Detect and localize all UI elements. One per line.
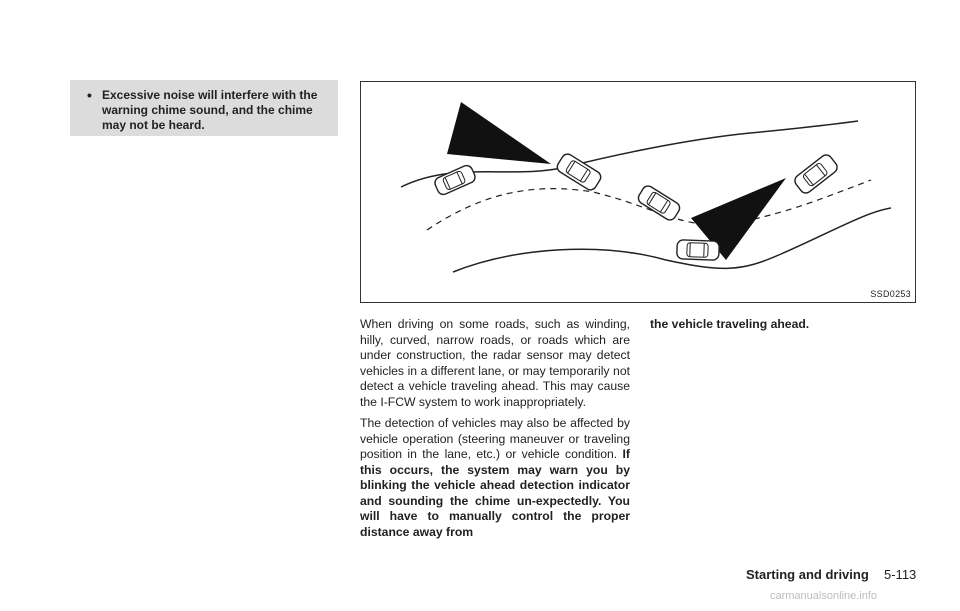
bullet: • <box>87 87 92 103</box>
road-illustration <box>360 81 916 303</box>
paragraph-2-normal: The detection of vehicles may also be affected by vehicle operation (steering maneuver or traveling position in the lane, etc.) or vehicle condition. <box>360 416 630 461</box>
car-middle-follow <box>636 184 682 222</box>
paragraph-2 <box>360 416 630 540</box>
car-front-left <box>433 164 477 197</box>
footer-section-title: Starting and driving <box>746 567 869 582</box>
radar-cone-left <box>447 102 551 164</box>
watermark: carmanualsonline.info <box>770 590 878 602</box>
paragraph-continued: the vehicle traveling ahead. <box>650 317 810 331</box>
car-own-vehicle <box>677 240 720 260</box>
body-column-middle <box>360 317 630 540</box>
page-number: 5-113 <box>884 567 917 582</box>
curved-road-diagram <box>361 82 915 302</box>
car-middle-lead <box>555 152 603 192</box>
warning-box <box>70 80 338 136</box>
paragraph-2-bold: If this occurs, the system may warn you by blinking the vehicle ahead detection indicator and sounding the chime un-expectedly. You will have to manually control the proper distance away from <box>360 447 630 539</box>
warning-text: Excessive noise will interfere with the warning chime sound, and the chime may not be heard. <box>102 88 318 132</box>
paragraph-1: When driving on some roads, such as winding, hilly, curved, narrow roads, or roads which are under construction, the radar sensor may detect vehicles in a different lane, or may temporarily not detect a vehicle traveling ahead. This may cause the I-FCW system to work inappropriately. <box>360 317 630 409</box>
figure-code: SSD0253 <box>870 289 911 299</box>
body-column-right <box>650 317 920 333</box>
car-right-oncoming <box>793 153 840 196</box>
